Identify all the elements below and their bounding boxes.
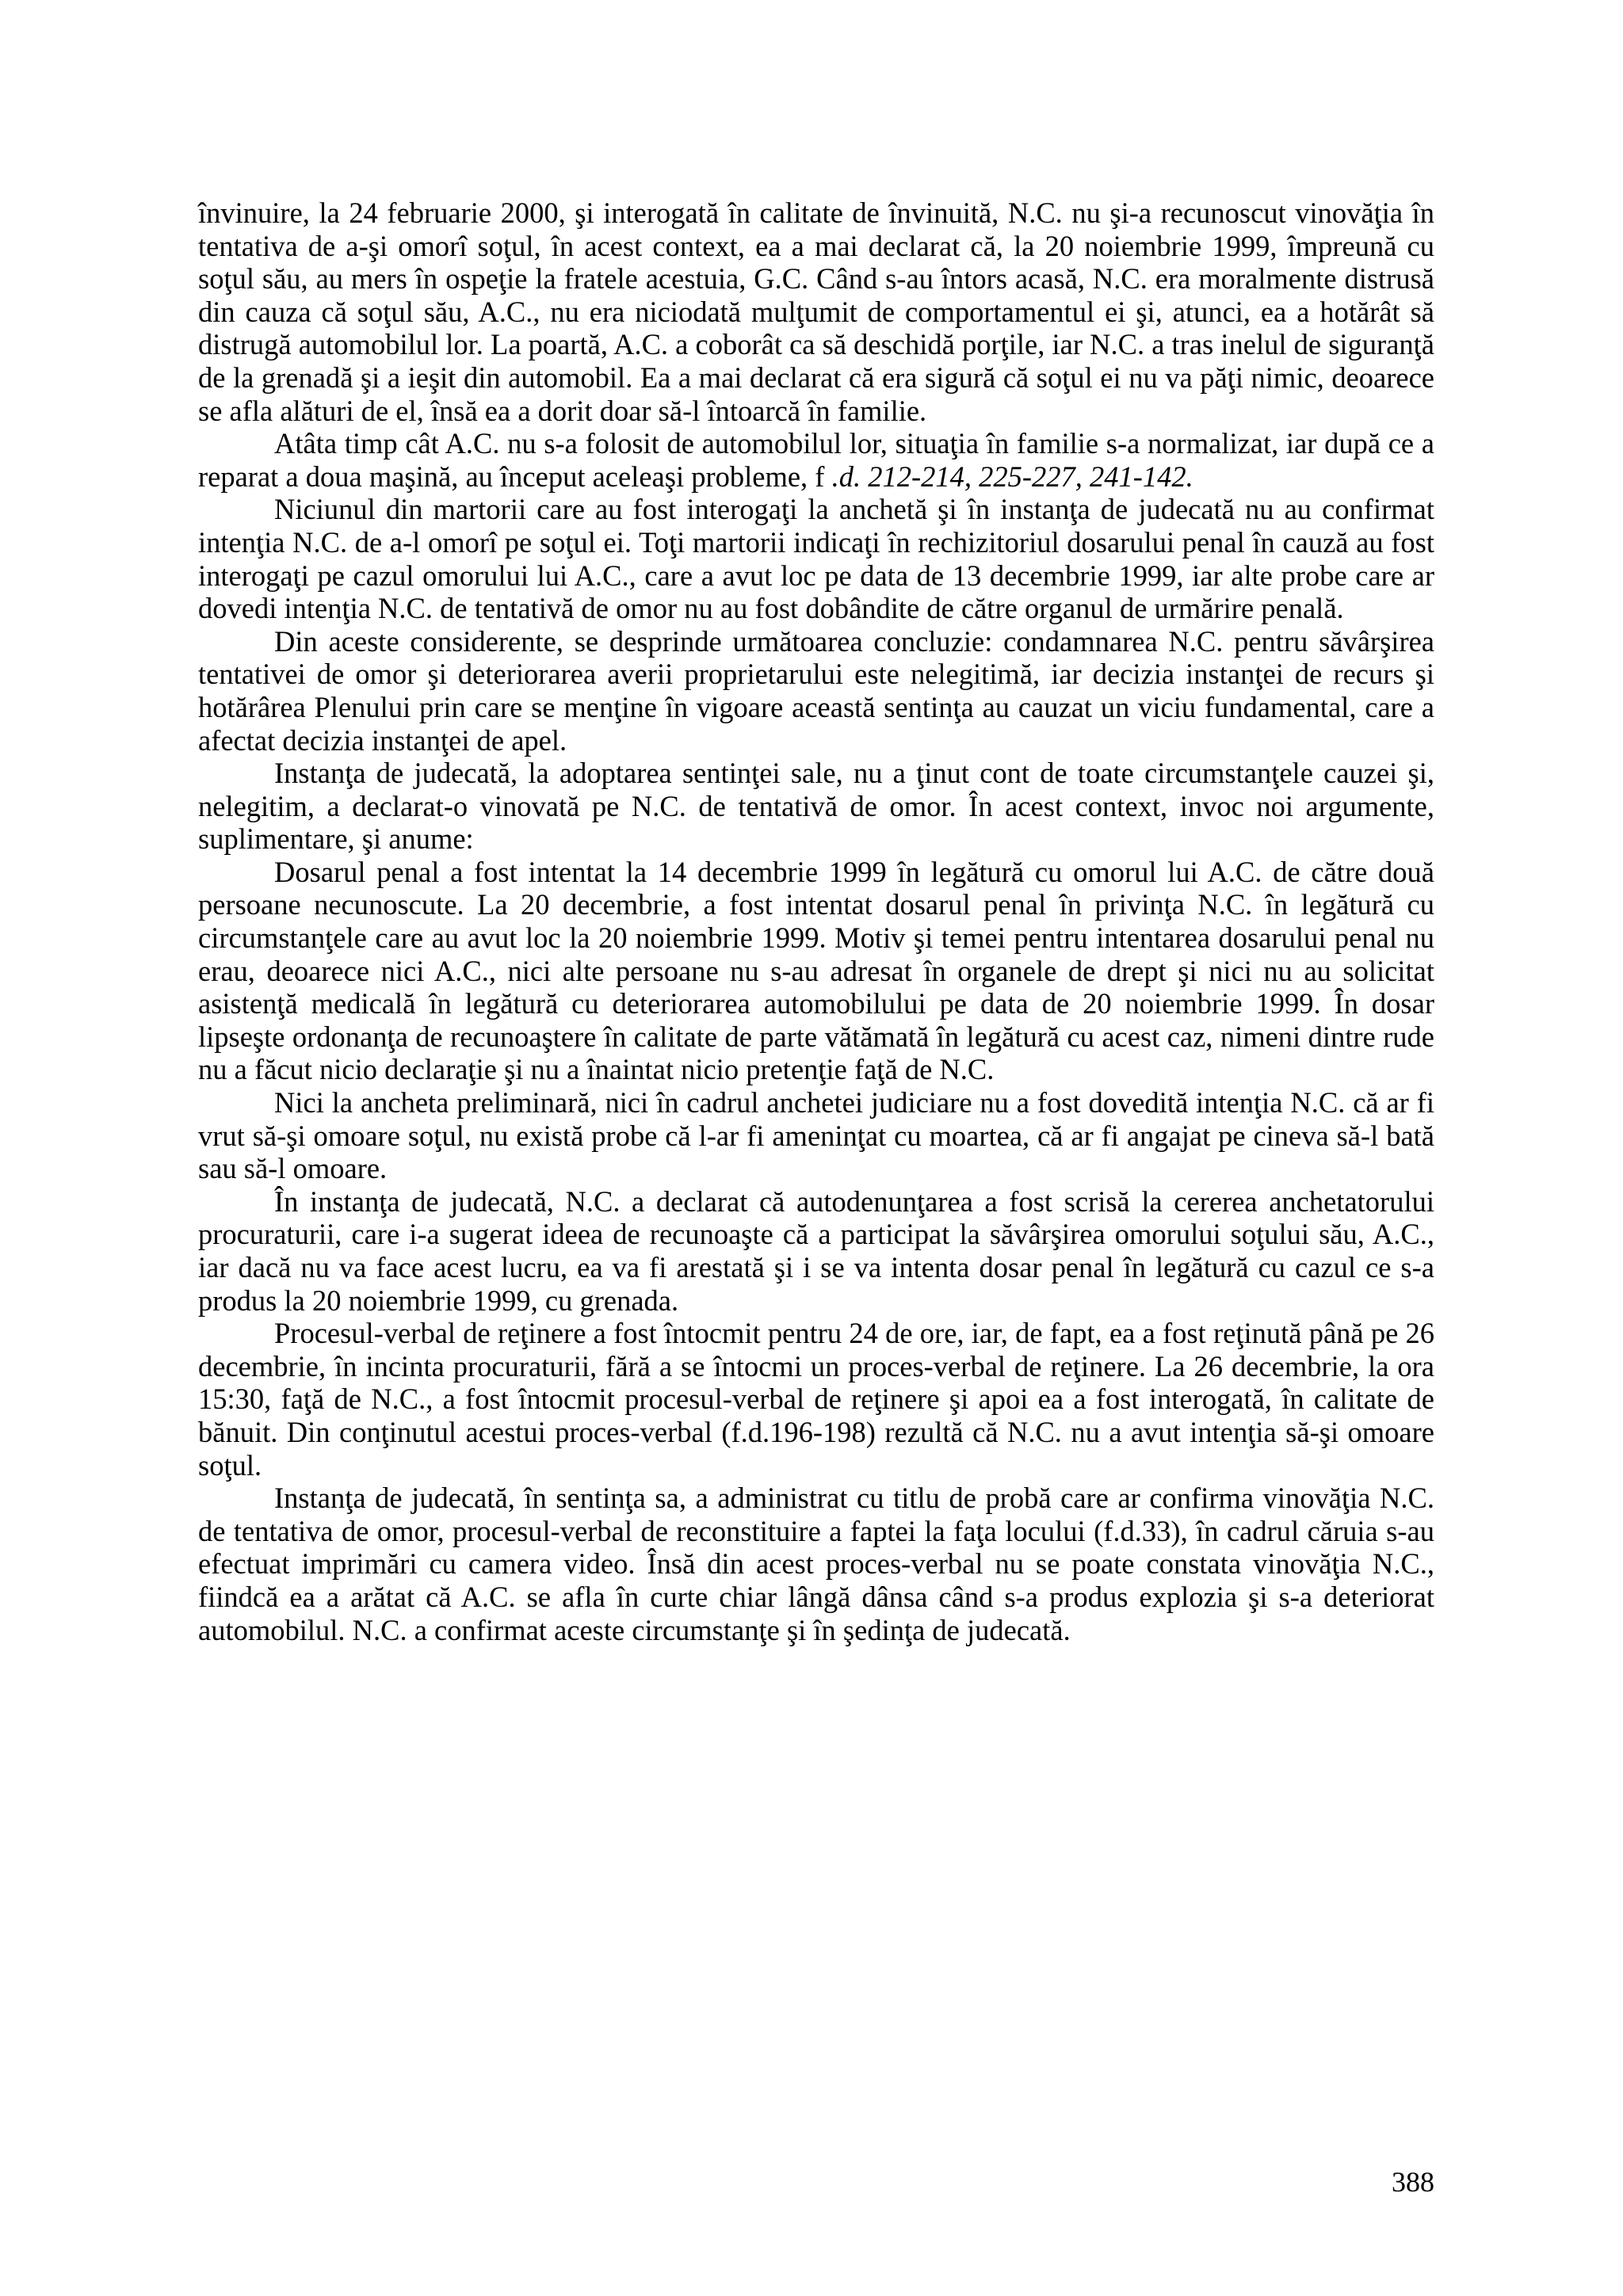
document-body bbox=[198, 196, 1434, 1646]
page-number: 388 bbox=[1392, 2166, 1434, 2198]
paragraph-2-text: Atâta timp cât A.C. nu s-a folosit de automobilul lor, situaţia în familie s-a normalizat, iar după ce a reparat a doua maşină, au început aceleaşi probleme, f bbox=[198, 427, 1434, 493]
paragraph-10: Instanţa de judecată, în sentinţa sa, a administrat cu titlu de probă care ar confirma vinovăţia N.C. de tentativa de omor, procesul-verbal de reconstituire a faptei la faţa locului (f.d.33), în cadrul căruia s-au efectuat imprimări cu camera video. Însă din acest proces-verbal nu se poate constata vinovăţia N.C., fiindcă ea a arătat că A.C. se afla în curte chiar lângă dânsa când s-a produs explozia şi s-a deteriorat automobilul. N.C. a confirmat aceste circumstanţe şi în şedinţa de judecată. bbox=[198, 1482, 1434, 1646]
paragraph-2 bbox=[198, 427, 1434, 493]
paragraph-6: Dosarul penal a fost intentat la 14 decembrie 1999 în legătură cu omorul lui A.C. de către două persoane necunoscute. La 20 decembrie, a fost intentat dosarul penal în privinţa N.C. în legătură cu circumstanţele care au avut loc la 20 noiembrie 1999. Motiv şi temei pentru intentarea dosarului penal nu erau, deoarece nici A.C., nici alte persoane nu s-au adresat în organele de drept şi nici nu au solicitat asistenţă medicală în legătură cu deteriorarea automobilului pe data de 20 noiembrie 1999. În dosar lipseşte ordonanţa de recunoaştere în calitate de parte vătămată în legătură cu acest caz, nimeni dintre rude nu a făcut nicio declaraţie şi nu a înaintat nicio pretenţie faţă de N.C. bbox=[198, 855, 1434, 1086]
paragraph-8: În instanţa de judecată, N.C. a declarat că autodenunţarea a fost scrisă la cererea anchetatorului procuraturii, care i-a sugerat ideea de recunoaşte că a participat la săvârşirea omorului soţului său, A.C., iar dacă nu va face acest lucru, ea va fi arestată şi i se va intenta dosar penal în legătură cu cazul ce s-a produs la 20 noiembrie 1999, cu grenada. bbox=[198, 1184, 1434, 1317]
paragraph-2-reference: .d. 212-214, 225-227, 241-142. bbox=[831, 460, 1193, 493]
paragraph-7: Nici la ancheta preliminară, nici în cadrul anchetei judiciare nu a fost dovedită intenţia N.C. că ar fi vrut să-şi omoare soţul, nu există probe că l-ar fi ameninţat cu moartea, că ar fi angajat pe cineva să-l bată sau să-l omoare. bbox=[198, 1086, 1434, 1185]
paragraph-9: Procesul-verbal de reţinere a fost întocmit pentru 24 de ore, iar, de fapt, ea a fost reţinută până pe 26 decembrie, în incinta procuraturii, fără a se întocmi un proces-verbal de reţinere. La 26 decembrie, la ora 15:30, faţă de N.C., a fost întocmit procesul-verbal de reţinere şi apoi ea a fost interogată, în calitate de bănuit. Din conţinutul acestui proces-verbal (f.d.196-198) rezultă că N.C. nu a avut intenţia să-şi omoare soţul. bbox=[198, 1317, 1434, 1482]
paragraph-3: Niciunul din martorii care au fost interogaţi la anchetă şi în instanţa de judecată nu au confirmat intenţia N.C. de a-l omorî pe soţul ei. Toţi martorii indicaţi în rechizitoriul dosarului penal în cauză au fost interogaţi pe cazul omorului lui A.C., care a avut loc pe data de 13 decembrie 1999, iar alte probe care ar dovedi intenţia N.C. de tentativă de omor nu au fost dobândite de către organul de urmărire penală. bbox=[198, 493, 1434, 625]
paragraph-1: învinuire, la 24 februarie 2000, şi interogată în calitate de învinuită, N.C. nu şi-a recunoscut vinovăţia în tentativa de a-şi omorî soţul, în acest context, ea a mai declarat că, la 20 noiembrie 1999, împreună cu soţul său, au mers în ospeţie la fratele acestuia, G.C. Când s-au întors acasă, N.C. era moralmente distrusă din cauza că soţul său, A.C., nu era niciodată mulţumit de comportamentul ei şi, atunci, ea a hotărât să distrugă automobilul lor. La poartă, A.C. a coborât ca să deschidă porţile, iar N.C. a tras inelul de siguranţă de la grenadă şi a ieşit din automobil. Ea a mai declarat că era sigură că soţul ei nu va păţi nimic, deoarece se afla alături de el, însă ea a dorit doar să-l întoarcă în familie. bbox=[198, 196, 1434, 427]
paragraph-4: Din aceste considerente, se desprinde următoarea concluzie: condamnarea N.C. pentru săvârşirea tentativei de omor şi deteriorarea averii proprietarului este nelegitimă, iar decizia instanţei de recurs şi hotărârea Plenului prin care se menţine în vigoare această sentinţa au cauzat un viciu fundamental, care a afectat decizia instanţei de apel. bbox=[198, 624, 1434, 757]
paragraph-5: Instanţa de judecată, la adoptarea sentinţei sale, nu a ţinut cont de toate circumstanţele cauzei şi, nelegitim, a declarat-o vinovată pe N.C. de tentativă de omor. În acest context, invoc noi argumente, suplimentare, şi anume: bbox=[198, 757, 1434, 856]
